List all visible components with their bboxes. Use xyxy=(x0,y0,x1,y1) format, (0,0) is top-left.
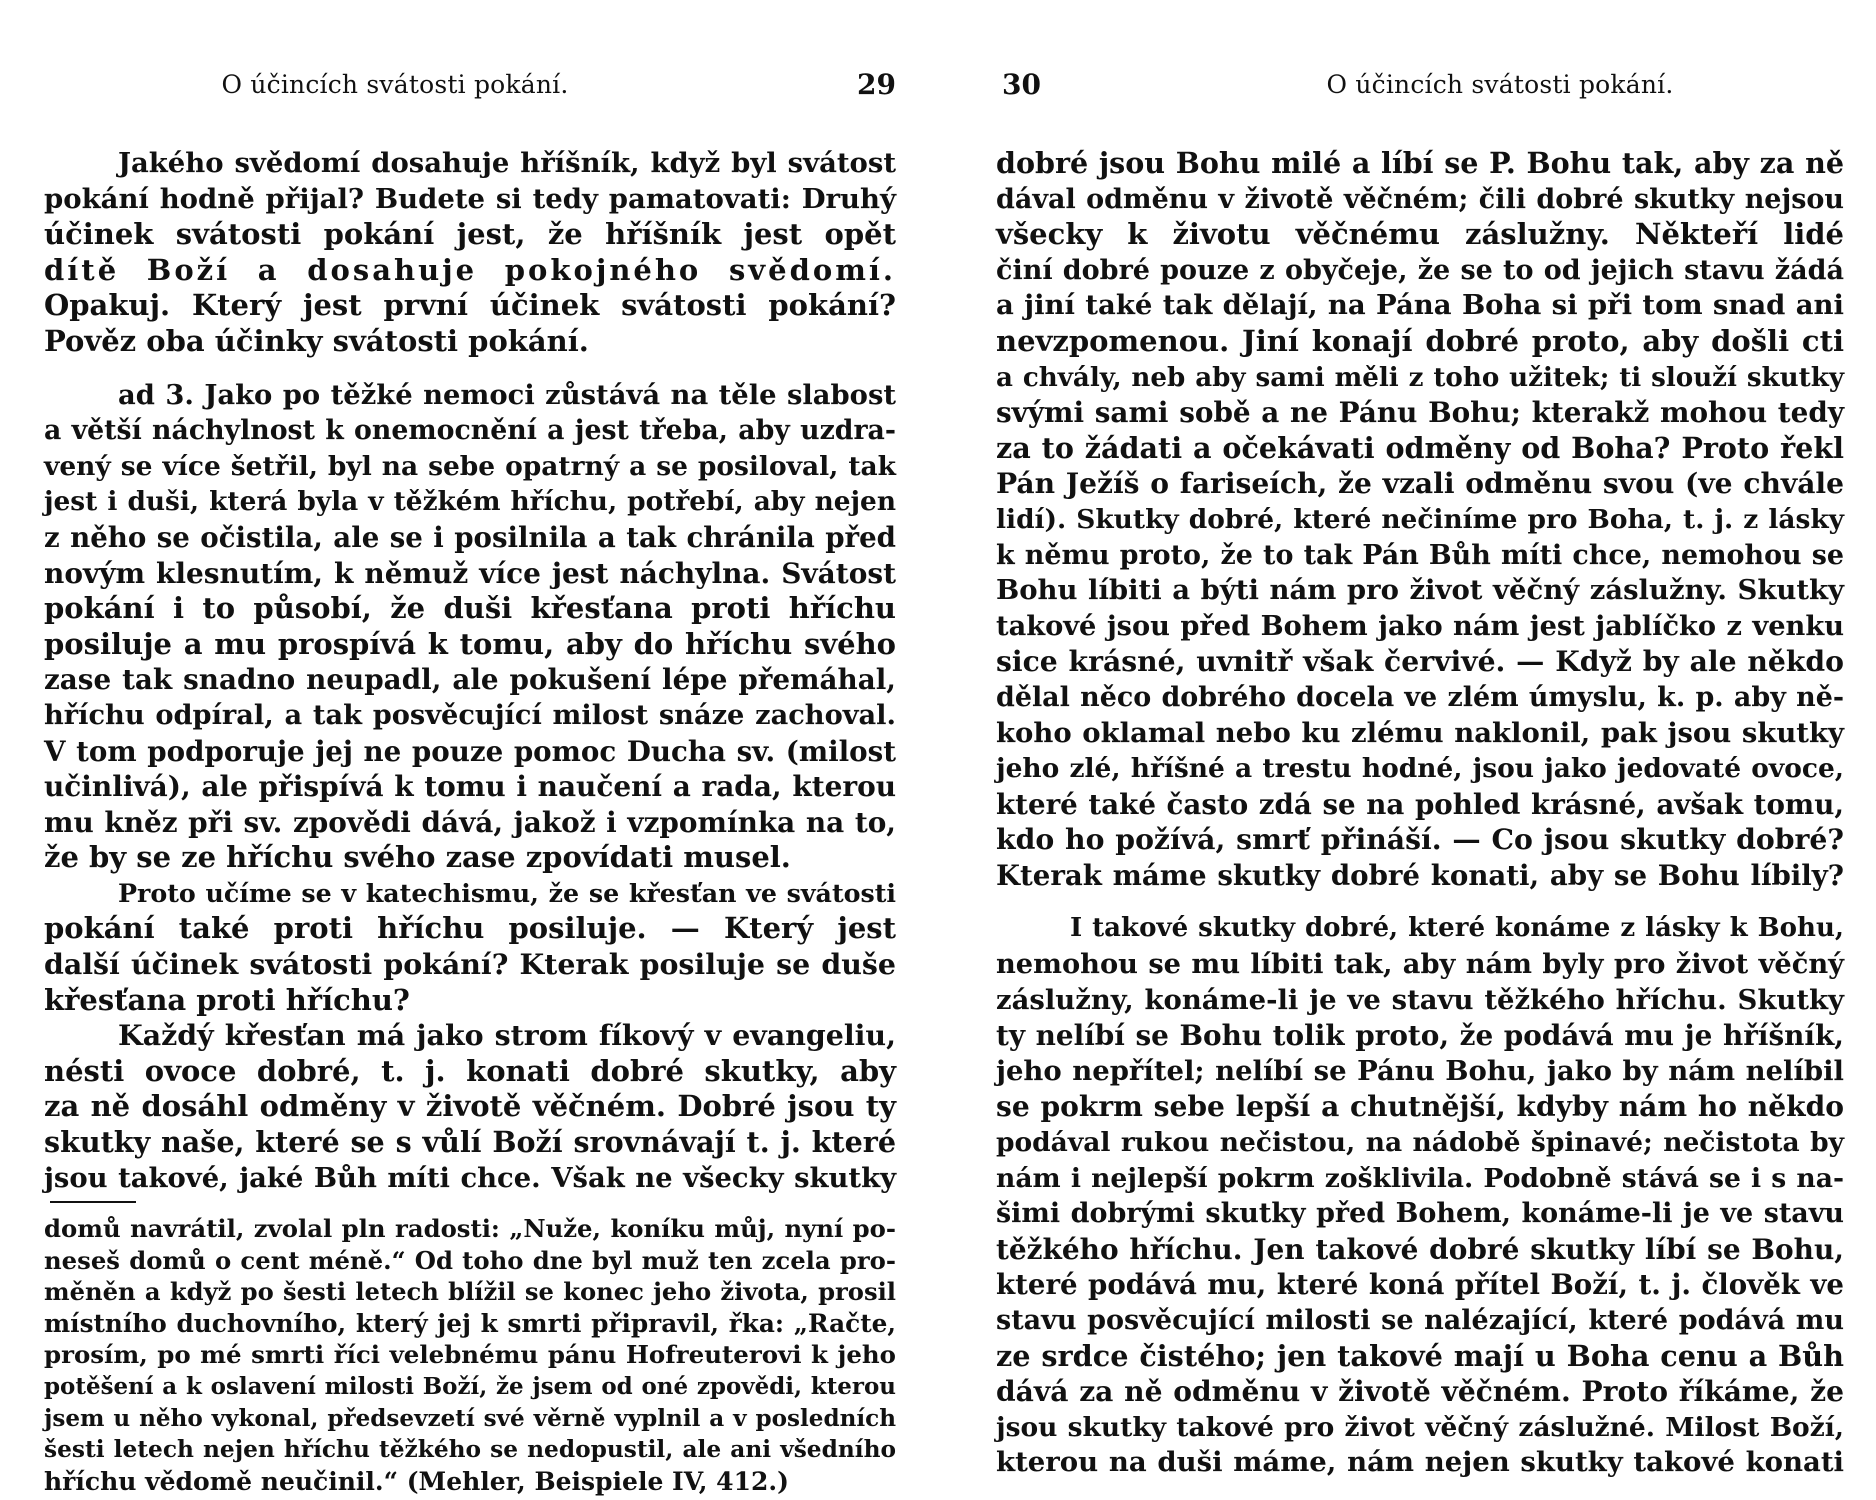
text-line: křesťana proti hříchu? xyxy=(44,982,410,1017)
footnote xyxy=(44,1213,896,1497)
text-line: další účinek svátosti pokání? Kterak posiluje se duše xyxy=(44,947,896,982)
text-line: posiluje a mu prospívá k tomu, aby do hříchu svého xyxy=(44,626,896,661)
left-page xyxy=(44,0,896,1500)
text-line: nám i nejlepší pokrm zošklivila. Podobně stává se i s na- xyxy=(996,1162,1844,1194)
text-line: novým klesnutím, k němuž více jest náchylna. Svátost xyxy=(44,556,896,590)
text-line: svými sami sobě a ne Pánu Bohu; kterakž mohou tedy xyxy=(996,396,1844,430)
footnote-line: měněn a když po šesti letech blížil se konec jeho života, prosil xyxy=(44,1277,896,1307)
text-line: I takové skutky dobré, které konáme z lásky k Bohu, xyxy=(1070,913,1844,944)
text-line: účinek svátosti pokání jest, že hříšník jest opět xyxy=(44,217,896,252)
text-line: skutky naše, které se s vůlí Boží srovnávají t. j. které xyxy=(44,1125,896,1160)
text-line: pokání hodně přijal? Budete si tedy pamatovati: Druhý xyxy=(44,182,896,215)
text-line: mu kněz při sv. zpovědi dává, jakož i vzpomínka na to, xyxy=(44,805,896,839)
text-line: za to žádati a očekávati odměny od Boha? Proto řekl xyxy=(996,430,1844,465)
text-line: stavu posvěcující milosti se nalézající, které podává mu xyxy=(996,1305,1844,1336)
footnote-line: potěšení a k oslavení milosti Boží, že jsem od oné zpovědi, kterou xyxy=(44,1372,896,1400)
text-line: a chvály, neb aby sami měli z toho užitek; ti slouží skutky xyxy=(996,361,1844,393)
text-line: Kterak máme skutky dobré konati, aby se Bohu líbily? xyxy=(996,858,1844,892)
text-line: nevzpomenou. Jiní konají dobré proto, aby došli cti xyxy=(996,323,1844,358)
text-line: ty nelíbí se Bohu tolik proto, že podává mu je hříšník, xyxy=(996,1019,1844,1053)
footnote-line: jsem u něho vykonal, předsevzetí své věrně vyplnil a v posledních xyxy=(44,1404,896,1432)
text-line: jsou takové, jaké Bůh míti chce. Však ne všecky skutky xyxy=(44,1161,896,1194)
text-line: Bohu líbiti a býti nám pro život věčný záslužny. Skutky xyxy=(996,574,1844,607)
text-line: pokání i to působí, že duši křesťana proti hříchu xyxy=(44,591,896,626)
text-line: Každý křesťan má jako strom fíkový v evangeliu, xyxy=(118,1018,896,1053)
text-line: které také často zdá se na pohled krásné, avšak tomu, xyxy=(996,787,1844,821)
text-line: dobré jsou Bohu milé a líbí se P. Bohu tak, aby za ně xyxy=(996,146,1844,180)
text-line: všecky k životu věčnému záslužny. Někteří lidé xyxy=(996,217,1844,252)
text-line: Opakuj. Který jest první účinek svátosti pokání? xyxy=(44,288,896,323)
text-line: zase tak snadno neupadl, ale pokušení lépe přemáhal, xyxy=(44,663,896,697)
text-line: koho oklamal nebo ku zlému naklonil, pak jsou skutky xyxy=(996,716,1844,749)
text-line: V tom podporuje jej ne pouze pomoc Ducha sv. (milost xyxy=(44,734,896,768)
text-line: se pokrm sebe lepší a chutnější, kdyby nám ho někdo xyxy=(996,1090,1844,1124)
left-running-title: O účincích svátosti pokání. xyxy=(221,70,569,99)
text-line: Jakého svědomí dosahuje hříšník, když byl svátost xyxy=(118,147,896,179)
text-line: dělal něco dobrého docela ve zlém úmyslu, k. p. aby ně- xyxy=(996,681,1844,713)
right-page-number: 30 xyxy=(1002,68,1041,101)
text-line: Pověz oba účinky svátosti pokání. xyxy=(44,323,589,358)
footnote-line: neseš domů o cent méně.“ Od toho dne byl muž ten zcela pro- xyxy=(44,1245,896,1275)
footnote-line: šesti letech nejen hříchu těžkého se nedopustil, ale ani všedního xyxy=(44,1436,896,1464)
text-line: záslužny, konáme-li je ve stavu těžkého hříchu. Skutky xyxy=(996,983,1844,1016)
text-line: ze srdce čistého; jen takové mají u Boha cenu a Bůh xyxy=(996,1338,1844,1373)
text-line: za ně dosáhl odměny v životě věčném. Dobré jsou ty xyxy=(44,1089,896,1124)
text-line: jeho nepřítel; nelíbí se Pánu Bohu, jako by nám nelíbil xyxy=(996,1054,1844,1087)
text-line: šimi dobrými skutky před Bohem, konáme-li je ve stavu xyxy=(996,1198,1844,1230)
right-page xyxy=(996,0,1844,1500)
text-line: nésti ovoce dobré, t. j. konati dobré skutky, aby xyxy=(44,1053,896,1088)
text-line: podával rukou nečistou, na nádobě špinavé; nečistota by xyxy=(996,1127,1844,1159)
text-line: dával odměnu v životě věčném; čili dobré skutky nejsou xyxy=(996,183,1844,215)
footnote-line: hříchu vědomě neučinil.“ (Mehler, Beispiele IV, 412.) xyxy=(44,1466,789,1496)
text-line: hříchu odpíral, a tak posvěcující milost snáze zachoval. xyxy=(44,698,896,731)
text-line: jest i duši, která byla v těžkém hříchu, potřebí, aby nejen xyxy=(44,486,896,518)
text-line: sice krásné, uvnitř však červivé. — Když by ale někdo xyxy=(996,644,1844,679)
footnote-rule xyxy=(50,1201,136,1203)
text-line: dává za ně odměnu v životě věčném. Proto říkáme, že xyxy=(996,1375,1844,1409)
text-line: jeho zlé, hříšné a trestu hodné, jsou jako jedovaté ovoce, xyxy=(996,753,1844,785)
footnote-line: domů navrátil, zvolal pln radosti: „Nuže, koníku můj, nyní po- xyxy=(44,1214,896,1243)
text-line: ad 3. Jako po těžké nemoci zůstává na těle slabost xyxy=(118,378,896,411)
text-line: vený se více šetřil, byl na sebe opatrný a se posiloval, tak xyxy=(44,450,896,482)
text-line: lidí). Skutky dobré, které nečiníme pro Boha, t. j. z lásky xyxy=(996,503,1844,535)
text-line: a větší náchylnost k onemocnění a jest třeba, aby uzdra- xyxy=(44,415,896,447)
text-line: které podává mu, které koná přítel Boží, t. j. člověk ve xyxy=(996,1268,1844,1302)
right-running-title: O účincích svátosti pokání. xyxy=(1326,70,1674,99)
text-line: z něho se očistila, ale se i posilnila a tak chránila před xyxy=(44,520,896,554)
text-line: takové jsou před Bohem jako nám jest jablíčko z venku xyxy=(996,609,1844,642)
right-main-text xyxy=(996,146,1844,1481)
text-line: Pán Ježíš o fariseích, že vzali odměnu svou (ve chvále xyxy=(996,467,1844,501)
text-line: těžkého hříchu. Jen takové dobré skutky líbí se Bohu, xyxy=(996,1232,1844,1266)
text-line: k němu proto, že to tak Pán Bůh míti chce, nemohou se xyxy=(996,539,1844,571)
text-line: kterou na duši máme, nám nejen skutky takové konati xyxy=(996,1446,1844,1479)
footnote-line: prosím, po mé smrti říci velebnému pánu Hofreuterovi k jeho xyxy=(44,1340,896,1370)
text-line: nemohou se mu líbiti tak, aby nám byly pro život věčný xyxy=(996,948,1844,981)
footnote-line: místního duchovního, který jej k smrti připravil, řka: „Račte, xyxy=(44,1308,896,1338)
text-line: kdo ho požívá, smrť přináší. — Co jsou skutky dobré? xyxy=(996,822,1844,857)
left-page-number: 29 xyxy=(857,68,896,101)
right-running-head xyxy=(996,70,1844,110)
text-line: jsou skutky takové pro život věčný záslužné. Milost Boží, xyxy=(996,1411,1844,1443)
text-line: pokání také proti hříchu posiluje. — Který jest xyxy=(44,911,896,946)
left-running-head xyxy=(44,70,896,110)
text-line: dítě Boží a dosahuje pokojného svědomí. xyxy=(44,252,896,287)
text-line: činí dobré pouze z obyčeje, že se to od jejich stavu žádá xyxy=(996,254,1844,286)
text-line: Proto učíme se v katechismu, že se křesťan ve svátosti xyxy=(118,877,896,908)
text-line: učinlivá), ale přispívá k tomu i naučení a rada, kterou xyxy=(44,770,896,804)
text-line: a jiní také tak dělají, na Pána Boha si při tom snad ani xyxy=(996,289,1844,322)
text-line: že by se ze hříchu svého zase zpovídati musel. xyxy=(44,840,791,875)
left-main-text xyxy=(44,146,896,1196)
